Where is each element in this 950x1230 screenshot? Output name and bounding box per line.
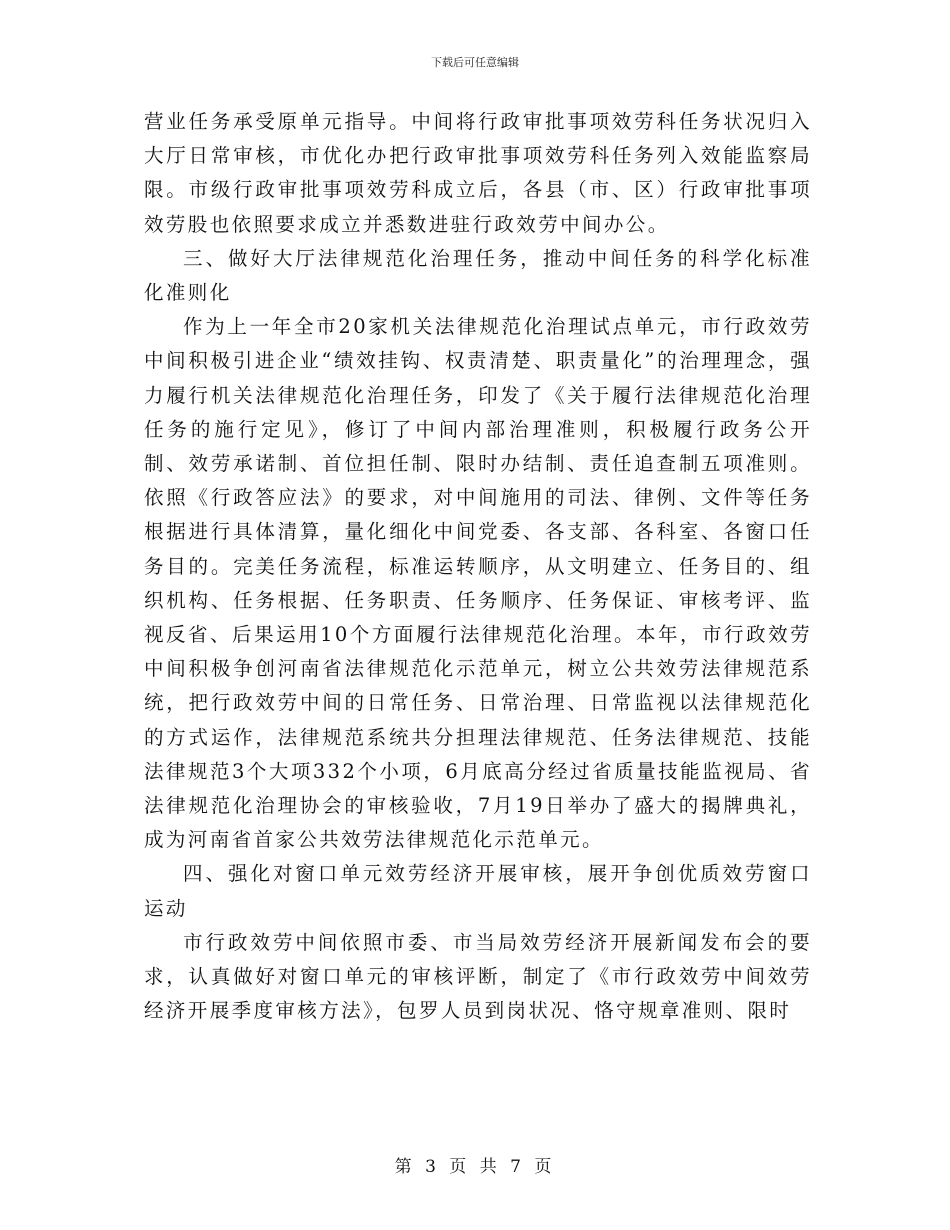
paragraph-section-4: 市行政效劳中间依照市委、市当局效劳经济开展新闻发布会的要求，认真做好对窗口单元的审核评断，制定了《市行政效劳中间效劳经济开展季度审核方法》，包罗人员到岗状况、恪守规章准则、限时	[144, 930, 812, 1023]
page-number-footer: 第 3 页 共 7 页	[394, 1157, 556, 1177]
paragraph-continuation: 营业任务承受原单元指导。中间将行政审批事项效劳科任务状况归入大厅日常审核，市优化办把行政审批事项效劳科任务列入效能监察局限。市级行政审批事项效劳科成立后，各县（市、区）行政审批事项效劳股也依照要求成立并悉数进驻行政效劳中间办公。	[144, 110, 812, 236]
section-heading-3: 三、做好大厅法律规范化治理任务，推动中间任务的科学化标准化准则化	[144, 246, 812, 305]
paragraph-section-3: 作为上一年全市20家机关法律规范化治理试点单元，市行政效劳中间积极引进企业“绩效挂钩、权责清楚、职责量化”的治理理念，强力履行机关法律规范化治理任务，印发了《关于履行法律规范化治理任务的施行定见》，修订了中间内部治理准则，积极履行政务公开制、效劳承诺制、首位担任制、限时办结制、责任追查制五项准则。依照《行政答应法》的要求，对中间施用的司法、律例、文件等任务根据进行具体清算，量化细化中间党委、各支部、各科室、各窗口任务目的。完美任务流程，标准运转顺序，从文明建立、任务目的、组织机构、任务根据、任务职责、任务顺序、任务保证、审核考评、监视反省、后果运用10个方面履行法律规范化治理。本年，市行政效劳中间积极争创河南省法律规范化示范单元，树立公共效劳法律规范系统，把行政效劳中间的日常任务、日常治理、日常监视以法律规范化的方式运作，法律规范系统共分担理法律规范、任务法律规范、技能法律规范3个大项332个小项，6月底高分经过省质量技能监视局、省法律规范化治理协会的审核验收，7月19日举办了盛大的揭牌典礼，成为河南省首家公共效劳法律规范化示范单元。	[144, 315, 812, 852]
document-body	[144, 105, 812, 1028]
page-header: 下载后可任意编辑	[431, 56, 519, 69]
section-heading-4: 四、强化对窗口单元效劳经济开展审核，展开争创优质效劳窗口运动	[144, 862, 812, 920]
